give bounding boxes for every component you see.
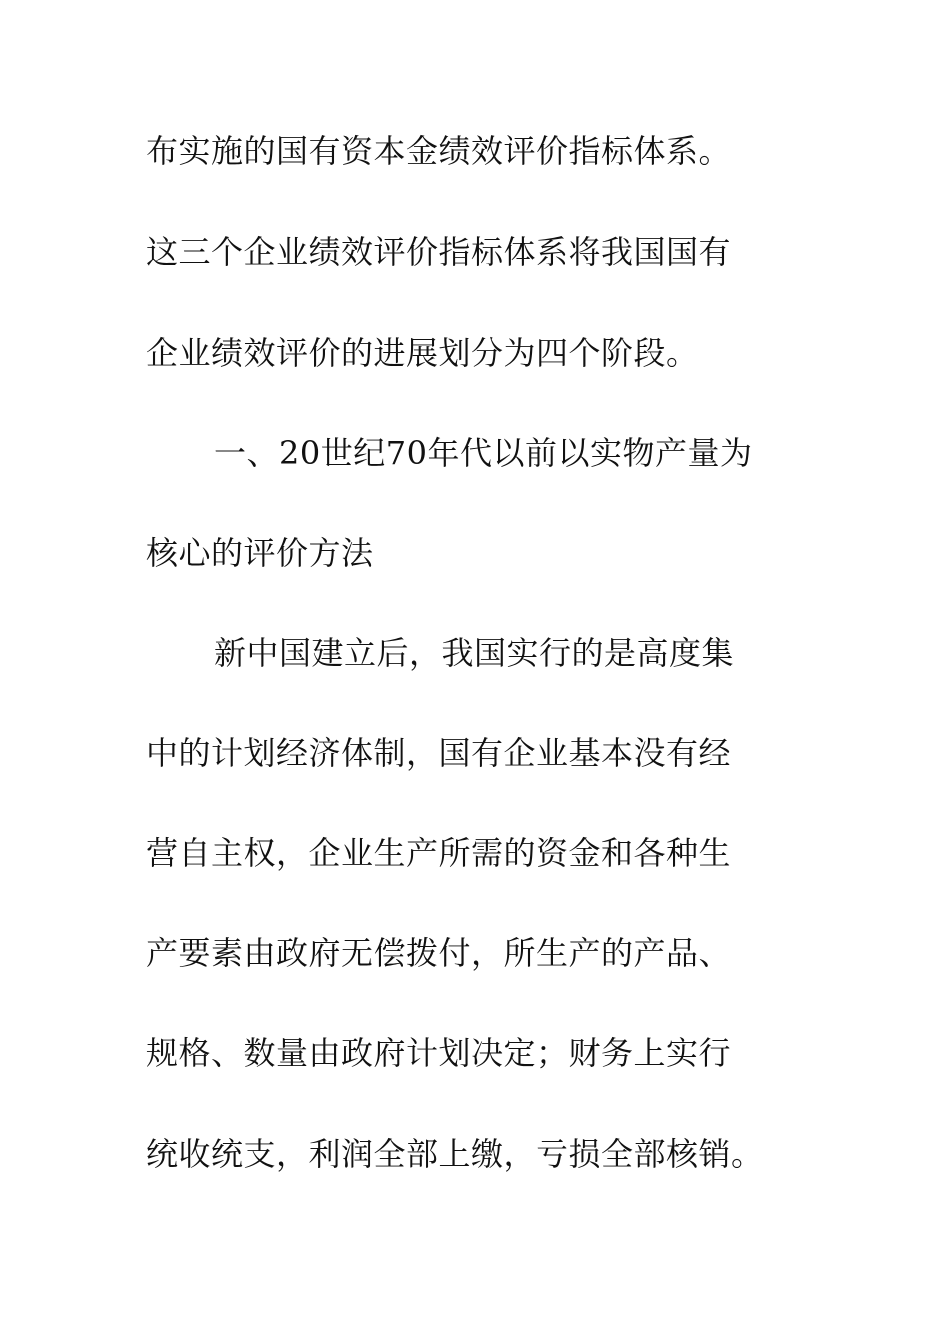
text-line-1: 布实施的国有资本金绩效评价指标体系。 (146, 132, 732, 170)
section-heading-line-2: 核心的评价方法 (146, 534, 374, 572)
section-heading-line-1: 一、20世纪70年代以前以实物产量为 (214, 434, 753, 472)
text-line-2: 这三个企业绩效评价指标体系将我国国有 (146, 233, 732, 271)
paragraph-line-1: 新中国建立后，我国实行的是高度集 (214, 634, 735, 672)
text-line-3: 企业绩效评价的进展划分为四个阶段。 (146, 334, 699, 372)
paragraph-line-4: 产要素由政府无偿拨付，所生产的产品、 (146, 934, 732, 972)
paragraph-line-2: 中的计划经济体制，国有企业基本没有经 (146, 734, 732, 772)
paragraph-line-3: 营自主权，企业生产所需的资金和各种生 (146, 834, 732, 872)
paragraph-line-5: 规格、数量由政府计划决定；财务上实行 (146, 1034, 732, 1072)
paragraph-line-6: 统收统支，利润全部上缴，亏损全部核销。 (146, 1135, 764, 1173)
